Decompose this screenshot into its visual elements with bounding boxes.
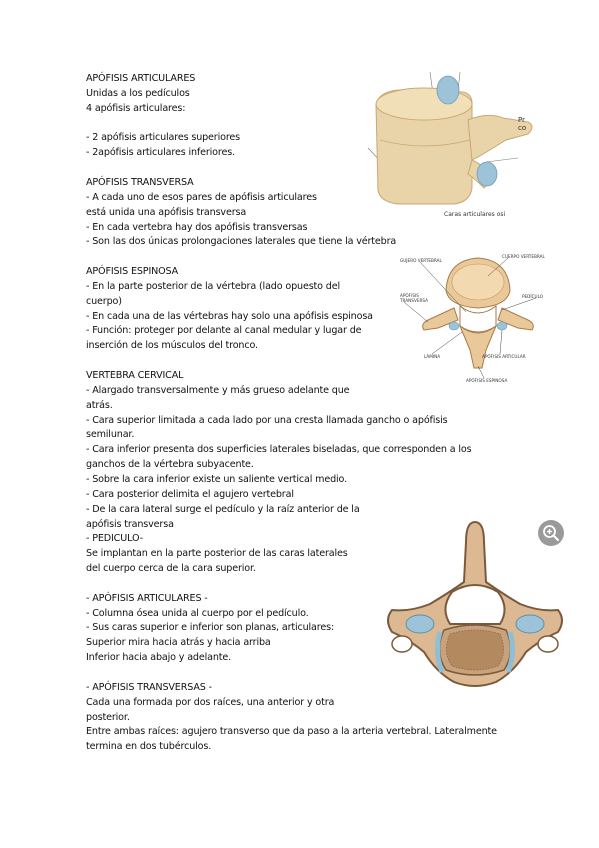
text-line: Superior mira hacia atrás y hacia arriba bbox=[86, 637, 271, 649]
zoom-button[interactable] bbox=[538, 520, 564, 546]
figure1-label-pr: Pr bbox=[518, 116, 525, 124]
text-line: - Sus caras superior e inferior son planas, articulares: bbox=[86, 622, 335, 634]
figure2-label-transverse-2: TRANSVERSA bbox=[400, 298, 428, 303]
figure2-label-lamina: LÁMINA bbox=[424, 354, 441, 359]
figure2-label-pedicle: PEDÍCULO bbox=[522, 294, 544, 299]
zoom-in-icon bbox=[538, 520, 564, 546]
figure-lumbar-vertebra-lateral bbox=[368, 70, 538, 220]
text-line: APÓFISIS ARTICULARES bbox=[86, 73, 196, 84]
text-line: Inferior hacia abajo y adelante. bbox=[86, 652, 232, 664]
text-line: - Sobre la cara inferior existe un saliente vertical medio. bbox=[86, 473, 347, 485]
text-line: - PEDICULO- bbox=[86, 533, 143, 545]
text-line: - A cada uno de esos pares de apófisis articulares bbox=[86, 191, 317, 203]
text-line: VERTEBRA CERVICAL bbox=[86, 370, 184, 381]
figure1-label-co: co bbox=[518, 124, 527, 132]
text-line: - APÓFISIS TRANSVERSAS - bbox=[86, 681, 212, 693]
text-line: - En cada vertebra hay dos apófisis transversas bbox=[86, 221, 308, 233]
text-line: termina en dos tubérculos. bbox=[86, 741, 212, 753]
text-line: - Alargado transversalmente y más grueso adelante que bbox=[86, 384, 350, 396]
figure2-label-spinous: APÓFISIS ESPINOSA bbox=[466, 378, 508, 383]
text-line: - En la parte posterior de la vértebra (lado opuesto del bbox=[86, 280, 340, 292]
text-line: - En cada una de las vértebras hay solo una apófisis espinosa bbox=[86, 310, 373, 322]
text-line: está unida una apófisis transversa bbox=[86, 206, 247, 218]
text-line: - Cara posterior delimita el agujero vertebral bbox=[86, 488, 294, 500]
text-line: ganchos de la vértebra subyacente. bbox=[86, 459, 254, 471]
text-line: Cada una formada por dos raíces, una anterior y otra bbox=[86, 696, 335, 708]
text-line: inserción de los músculos del tronco. bbox=[86, 340, 258, 352]
text-line: - Son las dos únicas prolongaciones laterales que tiene la vértebra bbox=[86, 236, 397, 248]
text-line: Se implantan en la parte posterior de las caras laterales bbox=[86, 548, 348, 560]
text-line: - Cara superior limitada a cada lado por una cresta llamada gancho o apófisis bbox=[86, 414, 448, 426]
text-line: 4 apófisis articulares: bbox=[86, 102, 186, 114]
figure2-label-transverse-1: APÓFISIS bbox=[400, 293, 419, 298]
text-line: apófisis transversa bbox=[86, 518, 174, 530]
figure2-label-foramen: GUJERO VERTEBRAL bbox=[400, 258, 442, 263]
figure1-caption: Caras articulares osi bbox=[444, 211, 506, 218]
text-line: APÓFISIS ESPINOSA bbox=[86, 266, 179, 277]
text-line: APÓFISIS TRANSVERSA bbox=[86, 176, 194, 188]
text-line: - APÓFISIS ARTICULARES - bbox=[86, 592, 208, 604]
text-line: - 2apófisis articulares inferiores. bbox=[86, 147, 235, 159]
text-line: - Cara inferior presenta dos superficies laterales biseladas, que corresponden a los bbox=[86, 444, 472, 456]
text-line: - Columna ósea unida al cuerpo por el pedículo. bbox=[86, 607, 309, 619]
text-line: del cuerpo cerca de la cara superior. bbox=[86, 563, 256, 574]
text-line: semilunar. bbox=[86, 429, 135, 441]
figure2-label-body: CUERPO VERTEBRAL bbox=[502, 254, 545, 259]
text-line: Entre ambas raíces: agujero transverso que da paso a la arteria vertebral. Lateralmente bbox=[86, 726, 497, 738]
text-line: atrás. bbox=[86, 399, 113, 411]
text-line: - Función: proteger por delante al canal medular y lugar de bbox=[86, 325, 362, 337]
figure-vertebra-superior-view bbox=[398, 250, 568, 385]
text-line: cuerpo) bbox=[86, 295, 122, 307]
text-line: Unidas a los pedículos bbox=[86, 87, 190, 99]
text-line: posterior. bbox=[86, 711, 130, 723]
text-line: - 2 apófisis articulares superiores bbox=[86, 132, 241, 144]
text-line: - De la cara lateral surge el pedículo y la raíz anterior de la bbox=[86, 503, 360, 515]
figure2-label-articular: APÓFISIS ARTICULAR bbox=[482, 354, 526, 359]
